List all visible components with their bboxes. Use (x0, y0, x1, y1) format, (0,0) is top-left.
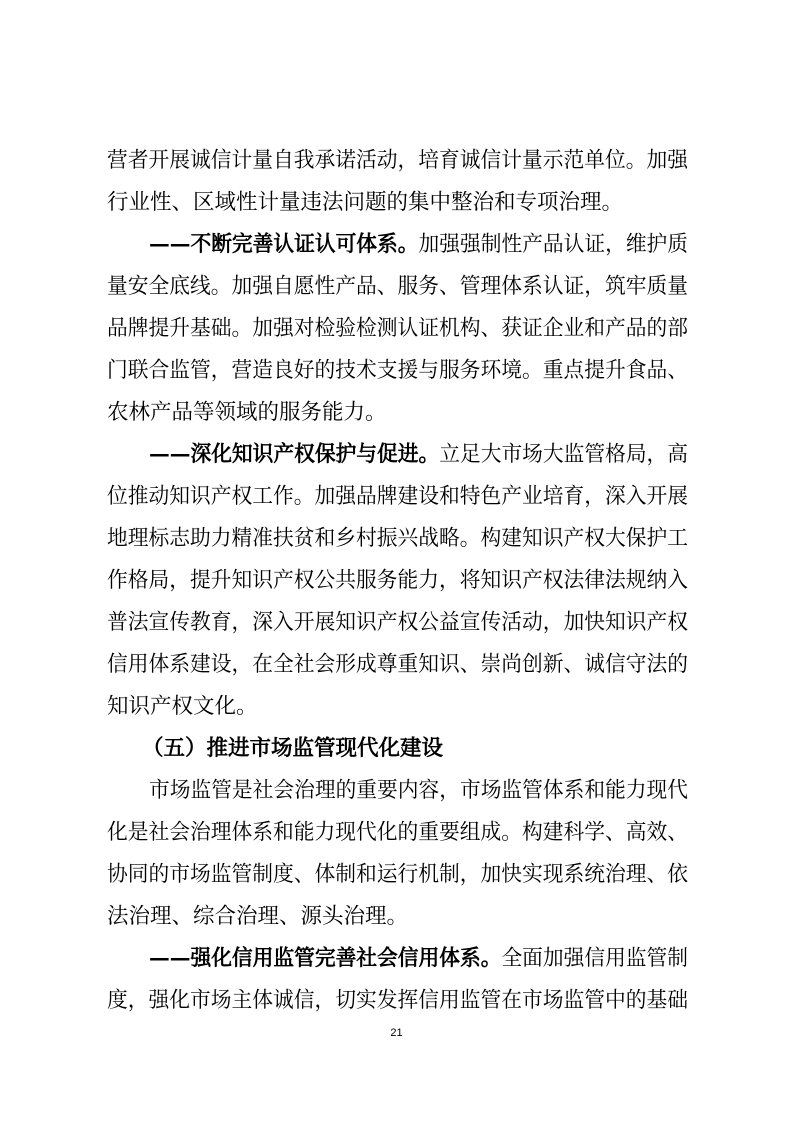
paragraph-heading: ——深化知识产权保护与促进。 (149, 442, 440, 467)
paragraph-line: 普法宣传教育，深入开展知识产权公益宣传活动，加快知识产权 (107, 610, 689, 635)
paragraph-text: 立足大市场大监管格局，高 (439, 442, 689, 467)
paragraph-heading: ——不断完善认证认可体系。 (149, 232, 419, 257)
paragraph-line: 量安全底线。加强自愿性产品、服务、管理体系认证，筑牢质量 (107, 274, 689, 299)
paragraph-line: 位推动知识产权工作。加强品牌建设和特色产业培育，深入开展 (107, 484, 689, 509)
paragraph-line: 农林产品等领域的服务能力。 (107, 400, 387, 425)
paragraph-line: 地理标志助力精准扶贫和乡村振兴战略。构建知识产权大保护工 (107, 526, 689, 551)
paragraph-line (149, 944, 688, 974)
paragraph-line: 法治理、综合治理、源头治理。 (107, 904, 409, 929)
paragraph-line: 行业性、区域性计量违法问题的集中整治和专项治理。 (107, 190, 624, 215)
paragraph-line (149, 440, 688, 470)
paragraph-line: 品牌提升基础。加强对检验检测认证机构、获证企业和产品的部 (107, 316, 689, 341)
paragraph-line: 知识产权文化。 (107, 694, 258, 719)
paragraph-line: 营者开展诚信计量自我承诺活动，培育诚信计量示范单位。加强 (107, 148, 689, 173)
paragraph-line: 作格局，提升知识产权公共服务能力，将知识产权法律法规纳入 (107, 568, 689, 593)
paragraph-line: 门联合监管，营造良好的技术支援与服务环境。重点提升食品、 (107, 358, 689, 383)
paragraph-line: 市场监管是社会治理的重要内容，市场监管体系和能力现代 (149, 778, 689, 803)
page-number: 21 (390, 1027, 403, 1039)
paragraph-text: 加强强制性产品认证，维护质 (418, 232, 689, 257)
paragraph-line: 度，强化市场主体诚信，切实发挥信用监管在市场监管中的基础 (107, 988, 689, 1013)
paragraph-text: 全面加强信用监管制 (501, 946, 689, 971)
paragraph-heading: ——强化信用监管完善社会信用体系。 (149, 946, 502, 971)
section-heading: （五）推进市场监管现代化建设 (142, 736, 444, 761)
paragraph-line: 化是社会治理体系和能力现代化的重要组成。构建科学、高效、 (107, 820, 689, 845)
paragraph-line (149, 230, 688, 260)
paragraph-line: 协同的市场监管制度、体制和运行机制，加快实现系统治理、依 (107, 862, 689, 887)
paragraph-line: 信用体系建设，在全社会形成尊重知识、崇尚创新、诚信守法的 (107, 652, 689, 677)
